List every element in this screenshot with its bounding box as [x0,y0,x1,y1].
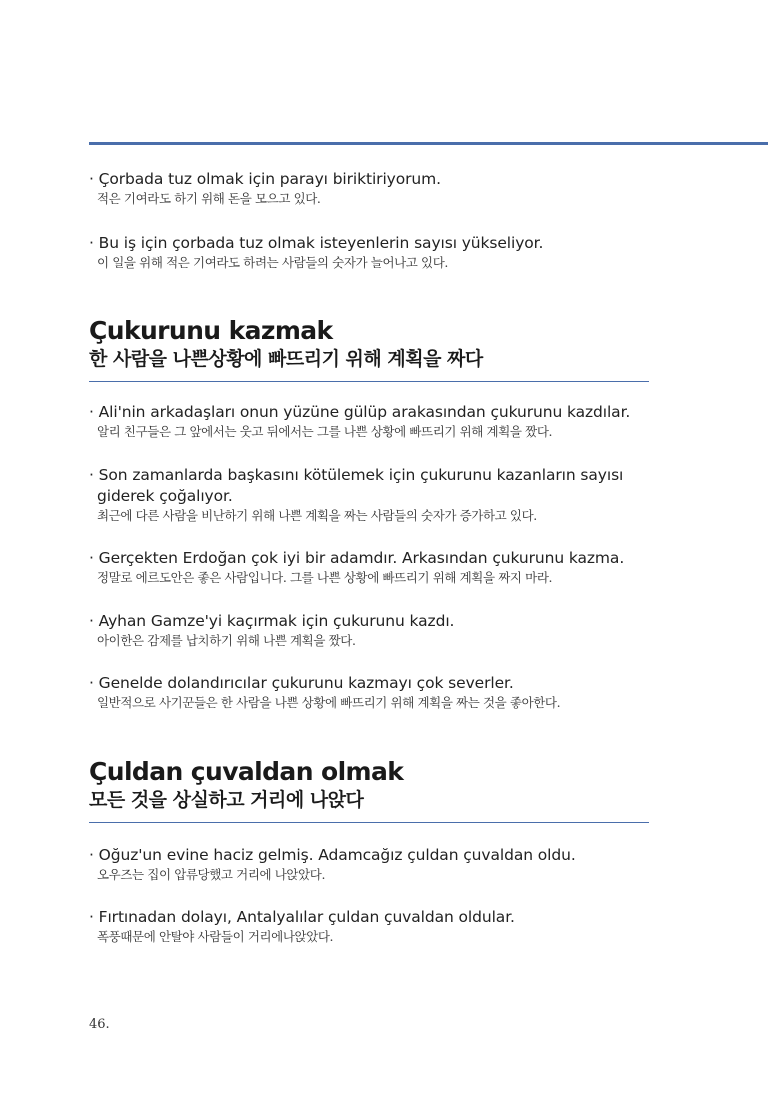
section-rule [89,822,649,823]
turkish-sentence: · Oğuz'un evine haciz gelmiş. Adamcağız çuldan çuvaldan oldu. [89,846,576,864]
turkish-sentence: · Genelde dolandırıcılar çukurunu kazmayı çok severler. [89,674,514,692]
example-item [89,465,649,525]
korean-translation: 아이한은 감제를 납치하기 위해 나쁜 계획을 짰다. [97,633,356,648]
example-item [89,233,689,272]
turkish-sentence: · Ali'nin arkadaşları onun yüzüne gülüp arakasından çukurunu kazdılar. [89,403,631,421]
example-item [89,907,689,946]
korean-translation: 정말로 에르도안은 좋은 사람입니다. 그를 나쁜 상황에 빠뜨리기 위해 계획을 짜지 마라. [97,570,553,585]
korean-translation: 폭풍때문에 안탈야 사람들이 거리에나앉았다. [97,929,334,944]
turkish-sentence: · Ayhan Gamze'yi kaçırmak için çukurunu kazdı. [89,612,455,630]
section-rule [89,381,649,382]
example-item [89,548,689,587]
korean-translation: 오우즈는 집이 압류당했고 거리에 나앉았다. [97,867,326,882]
idiom-heading [89,757,649,823]
example-item [89,402,689,441]
idiom-title: Çuldan çuvaldan olmak [89,757,404,786]
example-item [89,673,689,712]
turkish-sentence: · Bu iş için çorbada tuz olmak isteyenlerin sayısı yükseliyor. [89,234,544,252]
turkish-sentence: · Son zamanlarda başkasını kötülemek için çukurunu kazanların sayısı giderek çoğalıyor. [89,466,624,505]
idiom-heading [89,316,649,382]
turkish-sentence: · Fırtınadan dolayı, Antalyalılar çuldan çuvaldan oldular. [89,908,515,926]
top-rule [89,142,768,145]
korean-translation: 적은 기여라도 하기 위해 돈을 모으고 있다. [97,191,321,206]
korean-translation: 최근에 다른 사람을 비난하기 위해 나쁜 계획을 짜는 사람들의 숫자가 증가하고 있다. [97,508,537,523]
example-item [89,845,689,884]
page-number: 46. [89,1017,110,1032]
turkish-sentence: · Gerçekten Erdoğan çok iyi bir adamdır. Arkasından çukurunu kazma. [89,549,625,567]
idiom-title: Çukurunu kazmak [89,316,333,345]
korean-translation: 일반적으로 사기꾼들은 한 사람을 나쁜 상황에 빠뜨리기 위해 계획을 짜는 것을 좋아한다. [97,695,561,710]
turkish-sentence: · Çorbada tuz olmak için parayı biriktiriyorum. [89,170,441,188]
korean-translation: 알리 친구들은 그 앞에서는 웃고 뒤에서는 그를 나쁜 상황에 빠뜨리기 위해 계획을 짰다. [97,424,553,439]
example-item [89,169,689,208]
idiom-meaning: 모든 것을 상실하고 거리에 나앉다 [89,789,364,811]
example-item [89,611,689,650]
idiom-meaning: 한 사람을 나쁜상황에 빠뜨리기 위해 계획을 짜다 [89,348,483,370]
korean-translation: 이 일을 위해 적은 기여라도 하려는 사람들의 숫자가 늘어나고 있다. [97,255,448,270]
